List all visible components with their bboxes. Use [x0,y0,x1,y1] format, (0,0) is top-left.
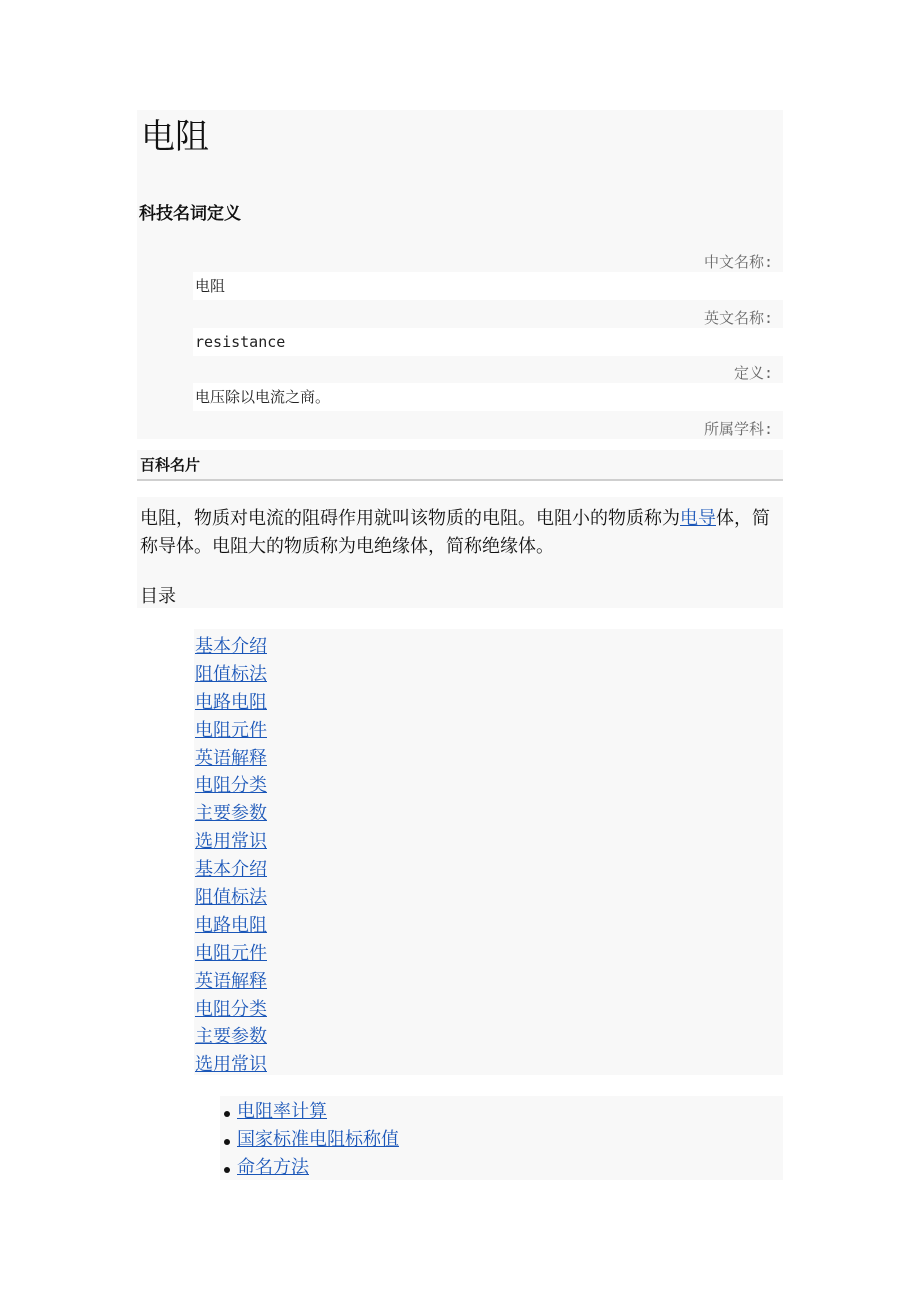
page-title: 电阻 [141,117,209,157]
bullet-icon [224,1167,230,1173]
subsection-item [220,1154,783,1182]
toc-heading: 目录 [140,586,176,607]
english-name-value: resistance [193,328,783,356]
toc-item [195,828,783,856]
card-title: 百科名片 [140,456,201,474]
toc-link[interactable]: 主要参数 [195,803,267,825]
intro-text-end: 体，简称导体。电阻大的物质称为电绝缘体，简称绝缘体。 [140,508,770,557]
intro-text-start: 电阻，物质对电流的阻碍作用就叫该物质的电阻。电阻小的物质称为 [140,508,680,529]
toc-item [195,1051,783,1079]
definition-label: 定义: [733,364,773,382]
subsection-link[interactable]: 电阻率计算 [237,1101,327,1122]
toc-link[interactable]: 阻值标法 [195,663,267,685]
toc-item [195,633,783,661]
definition-block [137,110,783,439]
toc-item [195,772,783,800]
subsection-list-block [220,1096,783,1180]
card-header [137,450,783,481]
toc-item [195,912,783,940]
english-name-label: 英文名称: [703,309,773,327]
discipline-label: 所属学科: [703,420,773,438]
toc-item [195,856,783,884]
toc-link[interactable]: 基本介绍 [195,859,267,881]
toc-link[interactable]: 基本介绍 [195,636,267,657]
definition-value: 电压除以电流之商。 [193,383,783,411]
toc-link[interactable]: 电路电阻 [195,691,267,713]
subsection-item [220,1126,783,1154]
toc-link[interactable]: 阻值标法 [195,887,267,909]
toc-item [195,1023,783,1051]
toc-link[interactable]: 选用常识 [195,1054,267,1076]
subsection-list [220,1096,783,1182]
toc-item [195,717,783,745]
toc-link[interactable]: 电阻元件 [195,942,267,964]
toc-item [195,996,783,1024]
section-subtitle: 科技名词定义 [139,204,241,224]
toc-link[interactable]: 电阻分类 [195,998,267,1020]
bullet-icon [224,1111,230,1117]
toc-list [194,629,783,1079]
intro-block [137,497,783,608]
chinese-name-label: 中文名称: [703,253,773,271]
toc-item [195,745,783,773]
toc-link[interactable]: 电阻元件 [195,719,267,741]
toc-link[interactable]: 英语解释 [195,970,267,992]
table-of-contents [194,629,783,1075]
toc-link[interactable]: 电路电阻 [195,914,267,936]
subsection-item [220,1098,783,1126]
intro-paragraph [140,505,783,561]
toc-item [195,800,783,828]
toc-item [195,884,783,912]
toc-item [195,968,783,996]
toc-link[interactable]: 主要参数 [195,1026,267,1048]
toc-item [195,689,783,717]
toc-link[interactable]: 英语解释 [195,747,267,769]
chinese-name-value: 电阻 [193,272,783,300]
subsection-link[interactable]: 命名方法 [237,1157,309,1178]
conductor-link[interactable]: 电导 [680,508,716,529]
toc-item [195,661,783,689]
subsection-link[interactable]: 国家标准电阻标称值 [237,1129,399,1150]
toc-link[interactable]: 选用常识 [195,831,267,853]
bullet-icon [224,1139,230,1145]
page [137,110,783,439]
toc-item [195,940,783,968]
toc-link[interactable]: 电阻分类 [195,775,267,797]
